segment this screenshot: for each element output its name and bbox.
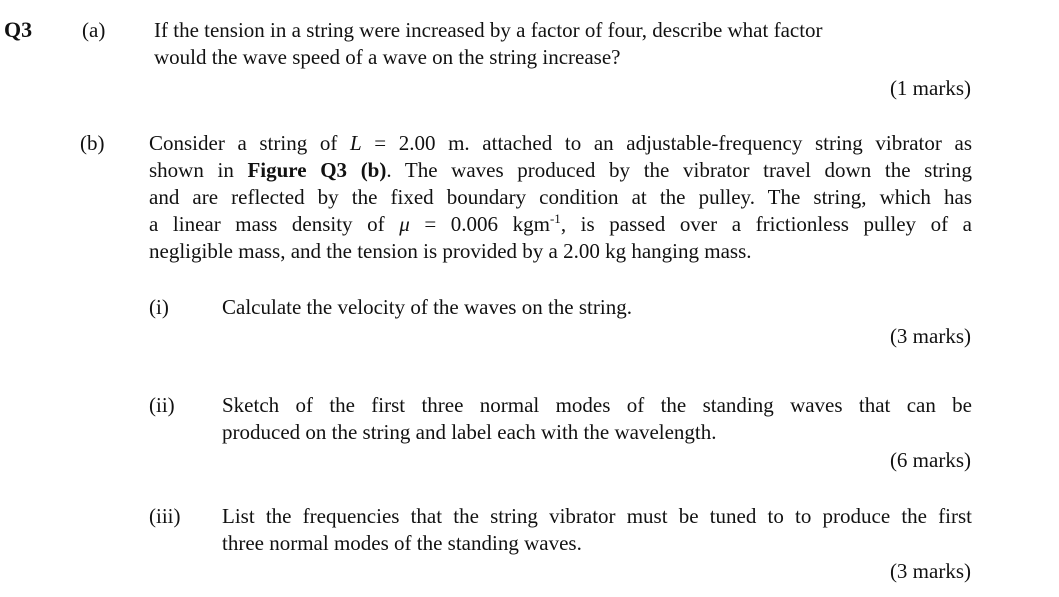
question-number: Q3 [4,17,33,42]
part-a-line-2: would the wave speed of a wave on the string increase? [154,45,621,69]
sub-ii-text [222,392,972,446]
part-a-marks: (1 marks) [889,76,971,100]
sub-i-line-1: Calculate the velocity of the waves on the string. [222,295,632,319]
sub-ii-label: (ii) [149,393,175,417]
part-a-line-1: If the tension in a string were increased by a factor of four, describe what factor [154,18,823,42]
part-b-line-3: and are reflected by the fixed boundary condition at the pulley. The string, which has [149,185,972,209]
part-b-text [149,130,972,265]
sub-i-marks: (3 marks) [889,324,971,348]
sub-iii-line-2: three normal modes of the standing waves. [222,531,582,555]
sub-i-label: (i) [149,295,169,319]
sub-iii-label: (iii) [149,504,181,528]
part-b-line-4: a linear mass density of μ = 0.006 kgm$^{-1}$, is passed over a frictionless pulley of a [149,211,972,236]
figure-reference: Figure Q3 (b) [247,158,387,182]
sub-iii-marks: (3 marks) [889,559,971,583]
sub-ii-line-2: produced on the string and label each with the wavelength. [222,420,717,444]
sub-ii-marks: (6 marks) [889,448,971,472]
part-b-line-5: negligible mass, and the tension is provided by a 2.00 kg hanging mass. [149,239,752,263]
sub-i-text [222,294,972,321]
part-a-text [154,17,924,71]
part-b-line-2: shown in Figure Q3 (b). The waves produced by the vibrator travel down the string [149,158,972,182]
part-b-label: (b) [80,131,105,155]
sub-iii-line-1: List the frequencies that the string vibrator must be tuned to to produce the first [222,504,972,528]
part-b-line-1: Consider a string of L = 2.00 m. attached to an adjustable-frequency string vibrator as [149,131,972,155]
part-a-label: (a) [82,18,106,42]
mu-variable: μ [399,212,410,236]
unit-exponent: -1 [549,211,561,226]
sub-iii-text [222,503,972,557]
length-variable: L [349,131,362,155]
sub-ii-line-1: Sketch of the first three normal modes of the standing waves that can be [222,393,972,417]
